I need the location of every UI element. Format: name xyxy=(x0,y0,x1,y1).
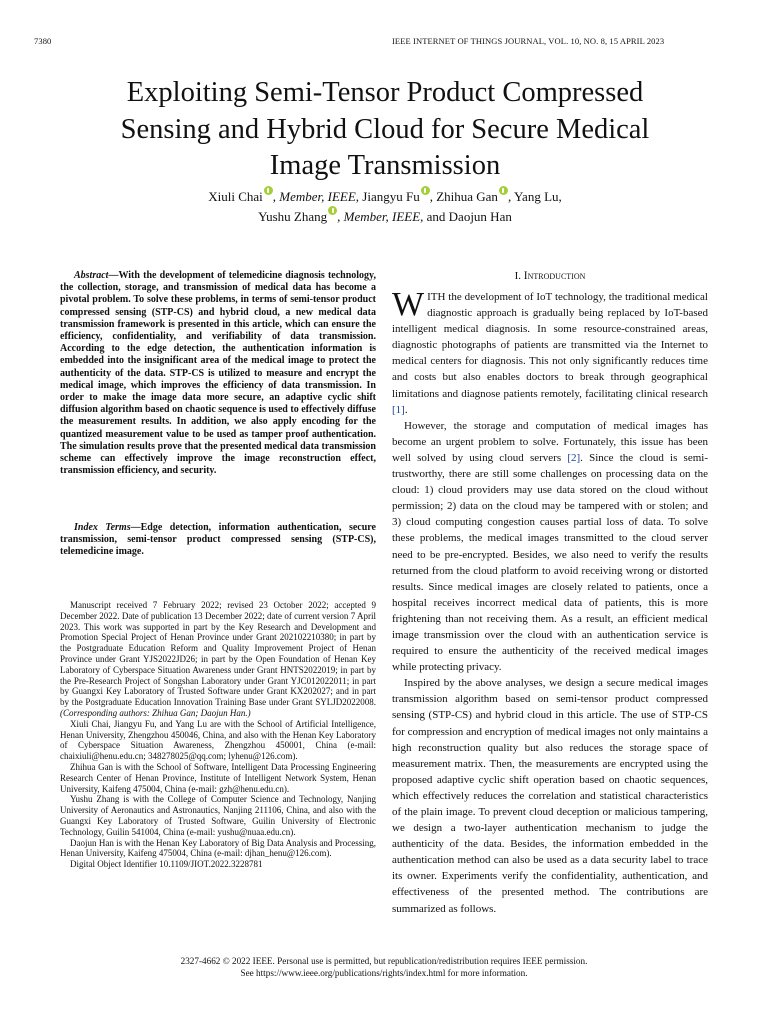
index-terms-text: —Edge detection, information authentication, secure transmission, semi-tensor product compressed sensing (STP-CS), telemedicine image. xyxy=(60,522,376,558)
section-title: Introduction xyxy=(523,270,586,282)
title-line: Exploiting Semi-Tensor Product Compressed xyxy=(126,77,644,108)
introduction-body xyxy=(392,286,708,917)
title-line: Sensing and Hybrid Cloud for Secure Medical xyxy=(120,113,650,145)
drop-cap: W xyxy=(392,286,425,323)
author-name: Yang Lu, xyxy=(513,189,562,204)
affiliation-note: Xiuli Chai, Jiangyu Fu, and Yang Lu are with the School of Artificial Intelligence, Henan University, Zhengzhou 450046, China, and also with the Henan Key Laboratory of Cyberspace Situation Awareness, Zhengzhou 450001, China (e-mail: chaixiuli@henu.edu.cn; 348278025@qq.com; lyhenu@126.com). xyxy=(60,718,376,762)
section-heading xyxy=(392,270,708,282)
author-name: Xiuli Chai xyxy=(208,189,263,204)
title-line: Image Transmission xyxy=(269,150,501,181)
affiliation-note: Zhihua Gan is with the School of Software, Intelligent Data Processing Engineering Research Center of Henan Province, Institute of Intelligent Network System, Henan University, Kaifeng 475004, China (e-mail: gzh@henu.edu.cn). xyxy=(60,761,376,794)
author-line-1: Xiuli Chai , Member, IEEE, Jiangyu Fu , Zhihua Gan , Yang Lu, xyxy=(80,186,690,206)
intro-paragraph: Inspired by the above analyses, we design a secure medical images transmission algorithm based on semi-tensor product compressed sensing (STP-CS) and hybrid cloud in this article. The use of STP-CS for compression and encryption of medical images not only maintains a high reconstruction quality but also reduces the storage space of measurement matrix. Then, the measurements are encrypted using the proposed adaptive cyclic shift operation based on chaotic sequences, which effectively reduces the correlation and statistical characteristics of the plain image. To prevent cloud deception or malicious tampering, we design a two-layer authentication mechanism to judge the authenticity of the data. Besides, the information embedded in the authentication method can also be used as a data security label to trace its owner. Experiments verify the confidentiality, authentication, and effectiveness of the presented method. The contributions are summarized as follows. xyxy=(392,677,708,915)
corresponding-authors: (Corresponding authors: Zhihua Gan; Daojun Han.) xyxy=(60,707,251,718)
author-list xyxy=(80,186,690,226)
orcid-icon[interactable] xyxy=(499,186,508,195)
citation-link[interactable]: [2] xyxy=(567,451,581,464)
section-numeral: I. xyxy=(514,270,522,282)
orcid-icon[interactable] xyxy=(328,206,337,215)
footnotes xyxy=(60,600,376,870)
copyright-line: 2327-4662 © 2022 IEEE. Personal use is permitted, but republication/redistribution requires IEEE permission. xyxy=(180,956,588,966)
page-number: 7380 xyxy=(34,36,52,46)
author-line-2: Yushu Zhang , Member, IEEE, and Daojun Han xyxy=(80,206,690,226)
affiliation-note: Daojun Han is with the Henan Key Laboratory of Big Data Analysis and Processing, Henan University, Kaifeng 475004, China (e-mail: djhan_henu@126.com). xyxy=(60,837,376,859)
index-terms xyxy=(60,522,376,559)
manuscript-text: Manuscript received 7 February 2022; revised 23 October 2022; accepted 9 December 2022. Date of publication 13 December 2022; date of current version 7 April 2023. This work was supported in part by the Key Research and Development and Promotion Special Project of Henan Province under Grant 202102210380; in part by the Postgraduate Education Reform and Quality Improvement Project of Henan Province under Grant YJS2022JD26; in part by the Open Foundation of Henan Key Laboratory of Cyberspace Situation Awareness under Grant HNTS2022019; in part by the Pre-Research Project of Songshan Laboratory under Grant YJC012022011; in part by Guangxi Key Laboratory of Trusted Software under Grant KX202027; and in part by the Postgraduate Education Innovation Training Base under Grant SYLJD2022008. xyxy=(60,600,376,708)
author-name: and Daojun Han xyxy=(426,209,512,224)
intro-paragraph: WITH the development of IoT technology, the traditional medical diagnostic approach is gradually being replaced by IoT-based intelligent medical diagnosis. In some resource-constrained areas, diagnostic photographs of patients are transmitted via the Internet to medical centers for diagnosis. This not only significantly reduces time and costs but also enables doctors to break through geographical limitations and diagnose patients remotely, facilitating clinical research [1]. xyxy=(392,286,708,416)
abstract xyxy=(60,270,376,477)
intro-paragraph xyxy=(392,418,708,676)
rights-line: See https://www.ieee.org/publications/rights/index.html for more information. xyxy=(240,968,528,978)
affiliation-note: Yushu Zhang is with the College of Computer Science and Technology, Nanjing University of Aeronautics and Astronautics, Nanjing 211106, China, and also with the Guangxi Key Laboratory of Trusted Software, Guilin University of Electronic Technology, Guilin 541004, China (e-mail: yushu@nuaa.edu.cn). xyxy=(60,794,376,837)
manuscript-note xyxy=(60,600,376,719)
citation-link[interactable]: [1] xyxy=(392,403,405,416)
intro-text: ITH the development of IoT technology, the traditional medical diagnostic approach is gradually being replaced by IoT-based intelligent medical diagnosis. In some resource-constrained areas, diagnostic photographs of patients are transmitted via the Internet to medical centers for diagnosis. This not only significantly reduces time and costs but also enables doctors to break through geographical limitations and diagnose patients remotely, facilitating clinical research xyxy=(392,291,708,400)
journal-header: IEEE INTERNET OF THINGS JOURNAL, VOL. 10, NO. 8, 15 APRIL 2023 xyxy=(392,36,665,46)
author-name: Yushu Zhang xyxy=(258,209,328,224)
author-name: Jiangyu Fu xyxy=(362,189,420,204)
author-name: Zhihua Gan xyxy=(436,189,498,204)
abstract-text: —With the development of telemedicine diagnosis technology, the collection, storage, and transmission of medical data has become a pivotal problem. To solve these problems, in terms of semi-tensor product compressed sensing (STP-CS) and hybrid cloud, a new medical data transmission framework is presented in this article, which can ensure the efficiency, confidentiality, and verifiability of data transmission. According to the edge detection, the authentication information is embedded into the insignificant area of the medical image to protect the authenticity of the data. STP-CS is utilized to measure and encrypt the medical image, which improves the efficiency of data transmission. In order to make the image data more secure, an adaptive cyclic shift diffusion algorithm based on chaotic sequence is used to effectively diffuse the measurement results. In addition, we also apply encoding for the quantized measurement value to be used as tamper proof authentication. The simulation results prove that the presented medical data transmission scheme can effectively improve the image reconstruction effect, transmission efficiency, and security. xyxy=(60,270,376,477)
doi-note: Digital Object Identifier 10.1109/JIOT.2022.3228781 xyxy=(70,859,263,870)
orcid-icon[interactable] xyxy=(264,186,273,195)
author-role: Member, IEEE xyxy=(343,209,421,224)
paper-title xyxy=(60,75,710,185)
author-role: Member, IEEE xyxy=(279,189,356,204)
abstract-label: Abstract xyxy=(74,270,109,281)
index-terms-label: Index Terms xyxy=(74,522,131,533)
copyright-footer xyxy=(60,955,708,979)
intro-text: However, the storage and computation of medical images has become an urgent problem to solve. Fortunately, this issue has been well solved by using cloud servers xyxy=(392,419,708,464)
intro-text: . Since the cloud is semi-trustworthy, there are still some challenges on processing data on the cloud: 1) cloud providers may use data stored on the cloud without permission; 2) data on the cloud may be tampered with or stolen; and 3) cloud computing congestion causes partial loss of data. To solve these problems, the medical images transmitted to the cloud server need to be pre-encrypted. Besides, we also need to verify the results returned from the cloud platform to avoid receiving wrong or distorted results. Since medical images are closely related to patients, once a hospital receives incorrect medical data of patients, this is more frightening than not receiving them. As a result, an efficient medical image transmission over the cloud with an authentication service is required to ensure the authenticity of the received medical images while protecting privacy. xyxy=(392,451,708,674)
orcid-icon[interactable] xyxy=(421,186,430,195)
